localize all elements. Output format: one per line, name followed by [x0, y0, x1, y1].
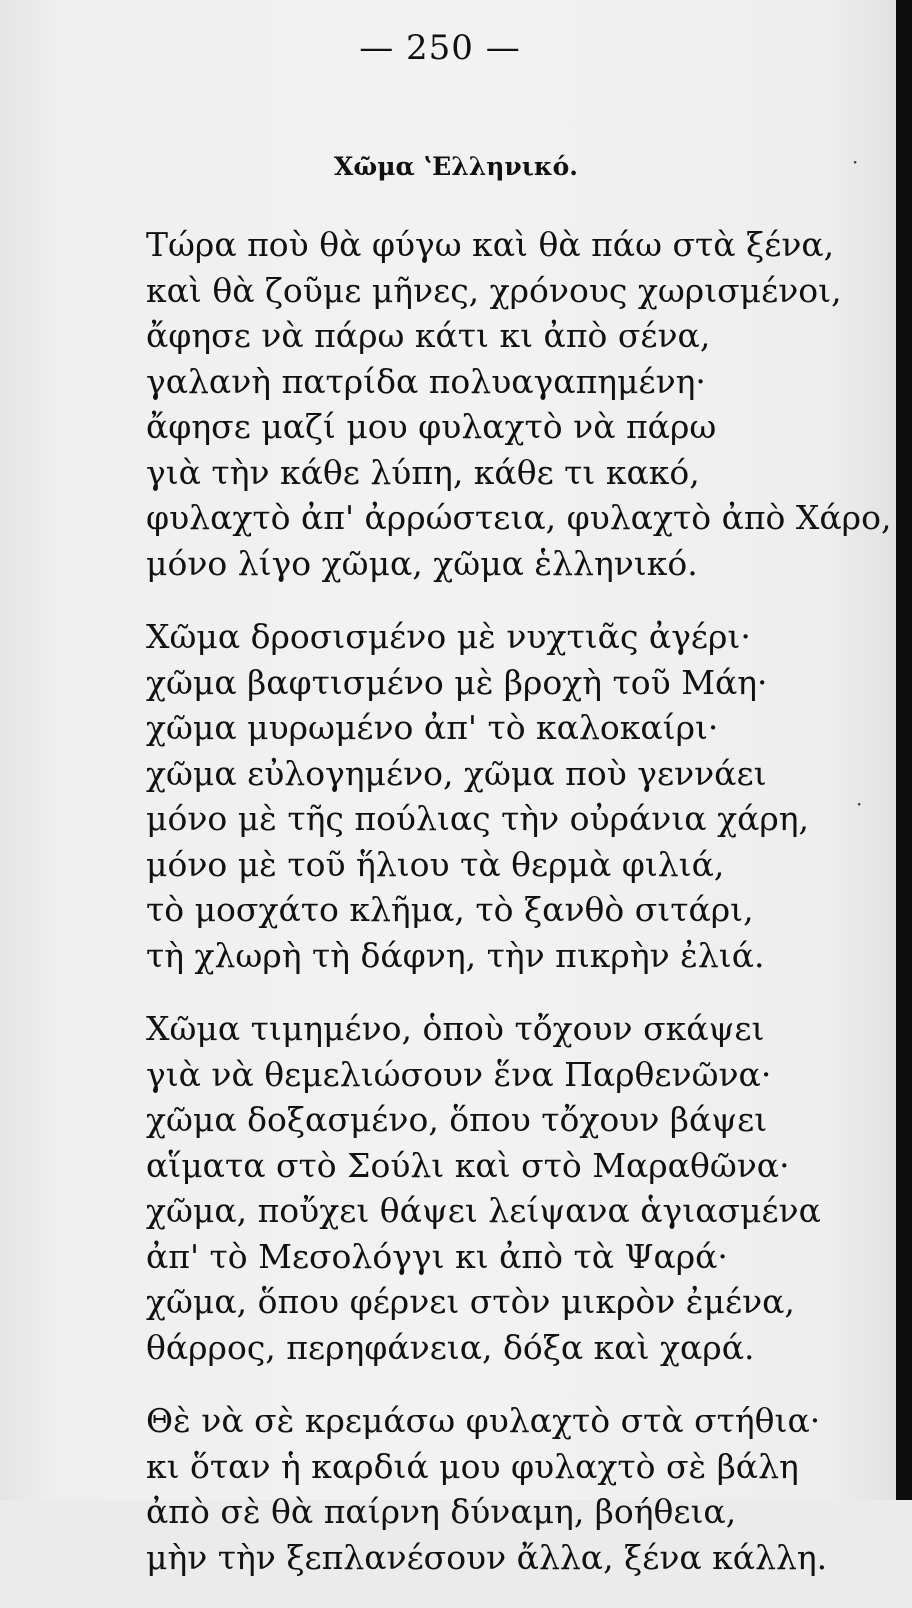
poem-line: αἵματα στὸ Σούλι καὶ στὸ Μαραθῶνα·: [146, 1145, 790, 1185]
stanza-3: [146, 1006, 846, 1370]
poem-line: Τώρα ποὺ θὰ φύγω καὶ θὰ πάω στὰ ξένα,: [146, 225, 835, 264]
poem-line: Χῶμα δροσισμένο μὲ νυχτιᾶς ἀγέρι·: [146, 617, 751, 656]
stray-mark: ·: [856, 792, 863, 816]
poem-line: μόνο λίγο χῶμα, χῶμα ἑλληνικό.: [146, 543, 698, 583]
poem-line: μόνο μὲ τῆς πούλιας τὴν οὐράνια χάρη,: [146, 799, 810, 838]
stanza-1: [146, 222, 892, 586]
poem-line: τὴ χλωρὴ τὴ δάφνη, τὴν πικρὴν ἐλιά.: [146, 935, 765, 975]
stanza-2: [146, 614, 846, 978]
poem-line: μόνο μὲ τοῦ ἥλιου τὰ θερμὰ φιλιά,: [146, 844, 725, 884]
poem-title: Χῶμα ʽΕλληνικό.: [334, 152, 578, 181]
poem-line: ἀπ' τὸ Μεσολόγγι κι ἀπὸ τὰ Ψαρά·: [146, 1236, 728, 1276]
poem-body: [146, 222, 892, 1608]
poem-line: χῶμα, ποὔχει θάψει λείψανα ἁγιασμένα: [146, 1191, 821, 1230]
poem-line: Χῶμα τιμημένο, ὁποὺ τὄχουν σκάψει: [146, 1009, 765, 1048]
stray-mark: ·: [852, 150, 859, 174]
poem-line: γαλανὴ πατρίδα πολυαγαπημένη·: [146, 361, 706, 401]
poem-line: χῶμα, ὅπου φέρνει στὸν μικρὸν ἐμένα,: [146, 1282, 795, 1321]
page-number: — 250 —: [359, 28, 521, 68]
page-edge-shadow: [896, 0, 912, 1500]
poem-line: Θὲ νὰ σὲ κρεμάσω φυλαχτὸ στὰ στήθια·: [146, 1401, 821, 1440]
poem-line: ἄφησε νὰ πάρω κάτι κι ἀπὸ σένα,: [146, 316, 711, 355]
poem-line: μὴν τὴν ξεπλανέσουν ἄλλα, ξένα κάλλη.: [146, 1537, 828, 1577]
poem-line: χῶμα μυρωμένο ἀπ' τὸ καλοκαίρι·: [146, 708, 719, 747]
poem-line: φυλαχτὸ ἀπ' ἀρρώστεια, φυλαχτὸ ἀπὸ Χάρο,: [146, 498, 892, 537]
poem-line: τὸ μοσχάτο κλῆμα, τὸ ξανθὸ σιτάρι,: [146, 890, 754, 929]
stanza-4: [146, 1398, 846, 1580]
poem-line: κι ὅταν ἡ καρδιά μου φυλαχτὸ σὲ βάλη: [146, 1446, 799, 1486]
poem-line: χῶμα δοξασμένο, ὅπου τὄχουν βάψει: [146, 1100, 768, 1139]
poem-line: θάρρος, περηφάνεια, δόξα καὶ χαρά.: [146, 1327, 755, 1367]
poem-line: καὶ θὰ ζοῦμε μῆνες, χρόνους χωρισμένοι,: [146, 270, 842, 310]
poem-line: ἀπὸ σὲ θὰ παίρνη δύναμη, βοήθεια,: [146, 1492, 737, 1531]
poem-line: χῶμα βαφτισμένο μὲ βροχὴ τοῦ Μάη·: [146, 662, 768, 702]
poem-line: ἄφησε μαζί μου φυλαχτὸ νὰ πάρω: [146, 407, 717, 446]
poem-line: γιὰ τὴν κάθε λύπη, κάθε τι κακό,: [146, 452, 700, 492]
poem-line: γιὰ νὰ θεμελιώσουν ἕνα Παρθενῶνα·: [146, 1054, 772, 1094]
poem-line: χῶμα εὐλογημένο, χῶμα ποὺ γεννάει: [146, 753, 767, 793]
